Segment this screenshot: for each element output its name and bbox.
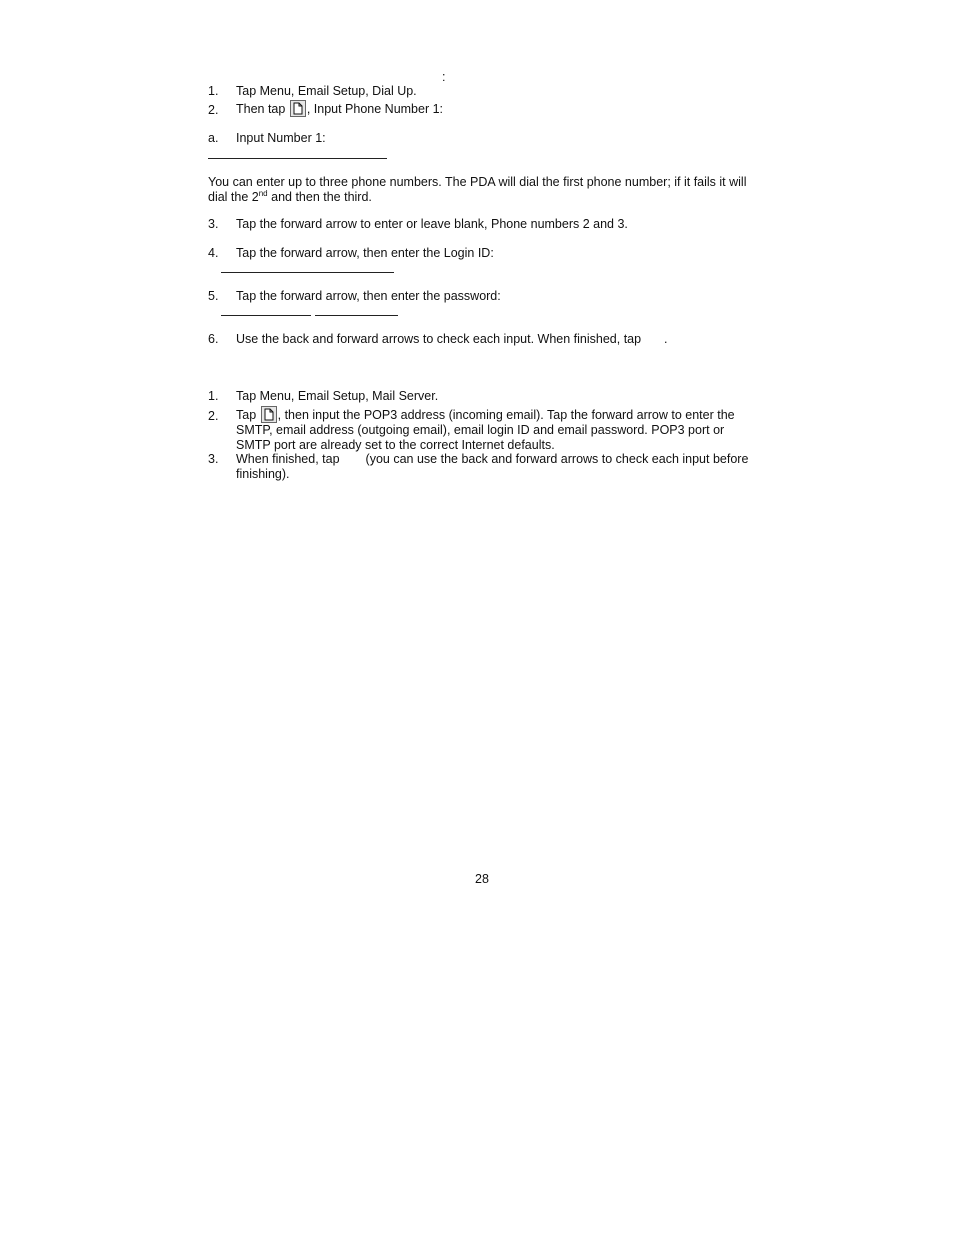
dialup-note-sup: nd: [258, 188, 268, 198]
dialup-step3-number: 3.: [208, 217, 219, 231]
dialup-step5-number: 5.: [208, 289, 219, 303]
mail-step2-post: , then input the POP3 address (incoming email). Tap the forward arrow to enter the SMTP, email address (outgoing email), email login ID and email password. POP3 port or SMTP port are already set to the correct Internet defaults.: [236, 408, 735, 452]
dialup-step4-number: 4.: [208, 246, 219, 260]
dialup-step2-number: 2.: [208, 103, 219, 117]
login-id-blank: [221, 272, 394, 273]
password-blank-left: [221, 315, 311, 316]
dialup-step3-text: Tap the forward arrow to enter or leave blank, Phone numbers 2 and 3.: [236, 217, 628, 231]
dialup-note-part2: and then the third.: [267, 189, 372, 204]
dialup-step2-post: , Input Phone Number 1:: [306, 102, 444, 116]
mail-step3-text: [236, 452, 766, 481]
mail-step1-number: 1.: [208, 389, 219, 403]
dialup-step2-text: [236, 100, 443, 117]
new-document-icon: [261, 406, 277, 423]
password-blank-right: [315, 315, 398, 316]
dialup-step2-pre: Then tap: [236, 102, 286, 116]
dialup-stepa-letter: a.: [208, 131, 219, 145]
dialup-step6-number: 6.: [208, 332, 219, 346]
mail-step2-number: 2.: [208, 409, 219, 423]
dialup-step1-text: Tap Menu, Email Setup, Dial Up.: [236, 84, 417, 98]
header-colon: :: [442, 70, 446, 84]
dialup-step1-number: 1.: [208, 84, 219, 98]
page-number: 28: [475, 872, 489, 886]
mail-step2-text: [236, 406, 756, 452]
dialup-step6-end: .: [664, 332, 668, 346]
mail-step3-post: (you can use the back and forward arrows to check each input before finishing).: [236, 452, 749, 481]
mail-step2-pre: Tap: [236, 408, 257, 422]
dialup-note-part1: You can enter up to three phone numbers. The PDA will dial the first phone number; if it fails it will dial the 2: [208, 175, 747, 204]
dialup-stepa-text: Input Number 1:: [236, 131, 326, 145]
mail-step3-number: 3.: [208, 452, 219, 466]
phone-number-1-blank: [208, 158, 387, 159]
dialup-step4-text: Tap the forward arrow, then enter the Login ID:: [236, 246, 494, 260]
dialup-step6-text: Use the back and forward arrows to check each input. When finished, tap: [236, 332, 642, 346]
dialup-note: [208, 175, 768, 204]
dialup-step5-text: Tap the forward arrow, then enter the password:: [236, 289, 501, 303]
mail-step1-text: Tap Menu, Email Setup, Mail Server.: [236, 389, 439, 403]
new-document-icon: [290, 100, 306, 117]
mail-step3-pre: When finished, tap: [236, 452, 340, 466]
